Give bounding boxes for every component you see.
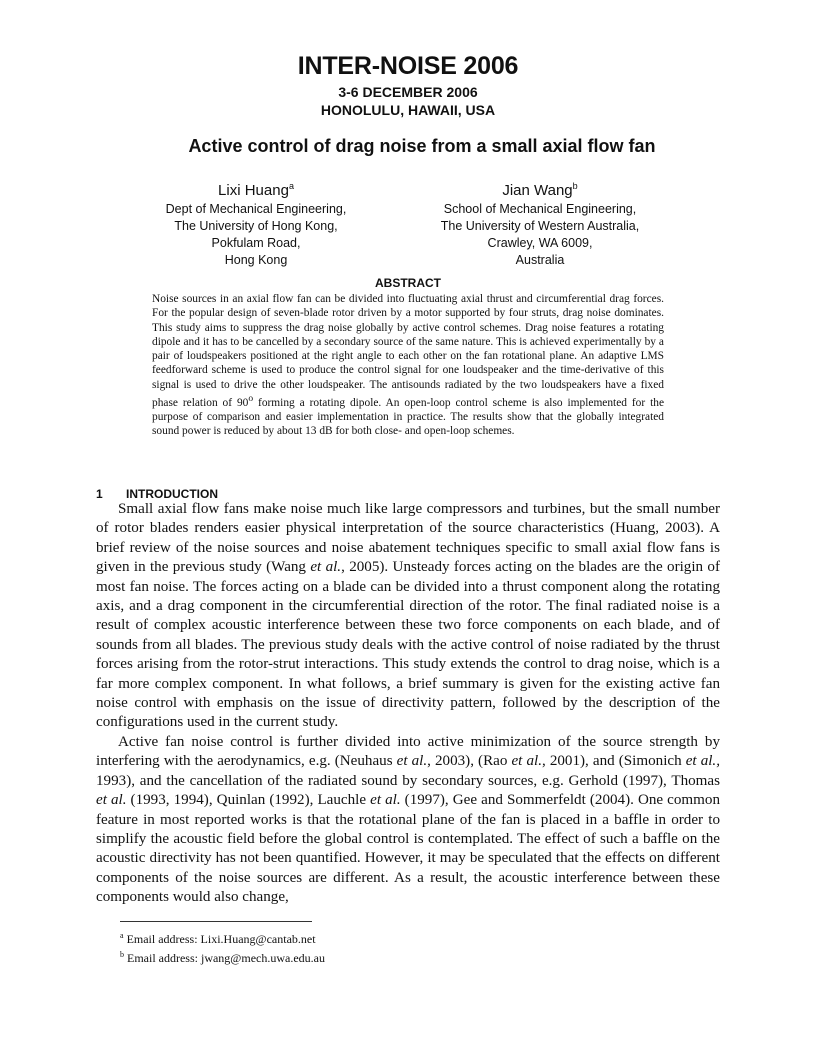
footnote-rule — [120, 921, 312, 922]
affiliation-line: Australia — [515, 253, 565, 267]
conference-date: 3-6 DECEMBER 2006 — [338, 84, 478, 100]
italic-run: et al. — [96, 792, 127, 809]
affiliation-line: Crawley, WA 6009, — [487, 236, 593, 250]
footnotes — [120, 928, 620, 966]
section-title: INTRODUCTION — [126, 487, 218, 501]
text-run: Active fan noise control is further divided into active minimization of the source strength by interfering with the aerodynamics, e.g. (Neuhaus — [96, 733, 720, 770]
author-marker: b — [572, 181, 578, 191]
author-name: Lixi Huang$^a$ — [218, 181, 294, 199]
author-block-2 — [410, 176, 670, 269]
text-run: , 2001), and (Simonich — [541, 753, 686, 770]
text-run: (1993, 1994), Quinlan (1992), Lauchle — [126, 792, 371, 809]
footnote: $^a$ Email address: Lixi.Huang@cantab.net — [120, 931, 316, 946]
author-marker: a — [288, 181, 294, 191]
abstract-text: Noise sources in an axial flow fan can be divided into fluctuating axial thrust and circumferential drag forces. For the popular design of seven-blade rotor driven by a motor supported by four struts, drag noise dominates. This study aims to suppress the drag noise globally by active control schemes. Drag noise features a rotating dipole and it has to be cancelled by a secondary source of the same nature. This is achieved experimentally by a pair of loudspeakers positioned at the right angle to each other on the fan rotational plane. An adaptive LMS feedforward scheme is used to produce the control signal for one loudspeaker and the time-derivative of this signal is used to drive the other loudspeaker. The antisounds radiated by the two loudspeakers have a fixed phase relation of 90$^o$ forming a rotating dipole. An open-loop control scheme is also implemented for the purpose of comparison and easier implementation in practice. The results show that the globally integrated sound power is reduced by about 13 dB for both close- and open-loop schemes. — [152, 293, 664, 438]
section-number: 1 — [96, 487, 103, 501]
footnote: $^b$ Email address: jwang@mech.uwa.edu.au — [120, 950, 325, 965]
conference-name: INTER-NOISE 2006 — [297, 52, 519, 80]
author-block-1 — [126, 176, 386, 269]
affiliation-line: Pokfulam Road, — [211, 236, 301, 250]
italic-run: et al. — [370, 792, 401, 809]
text-run: , 2005). Unsteady forces acting on the blades are the origin of most fan noise. The forces acting on a blade can be divided into a thrust component along the rotating axis, and a drag component in the circumferential direction of the rotor. The final radiated noise is a result of complex acoustic interference between these two force components on each blade, and of sounds from all blades. The previous study deals with the active control of noise radiated by the thrust forces arising from the rotor-strut interactions. This study extends the control to drag noise, which is a far more complex component. In what follows, a brief summary is given for the existing active fan noise control with emphasis on the issue of directivity pattern, followed by the description of the configurations used in the current study. — [96, 559, 720, 731]
paragraph — [96, 500, 720, 733]
italic-run: et al. — [310, 559, 342, 576]
conference-location: HONOLULU, HAWAII, USA — [320, 102, 496, 118]
affiliation-line: The University of Hong Kong, — [174, 219, 338, 233]
affiliation-line: School of Mechanical Engineering, — [443, 202, 637, 216]
italic-run: et al. — [396, 753, 428, 770]
author-name: Jian Wang$^b$ — [502, 181, 578, 199]
affiliation-line: The University of Western Australia, — [440, 219, 640, 233]
affiliation-line: Dept of Mechanical Engineering, — [165, 202, 347, 216]
abstract-heading: ABSTRACT — [375, 276, 441, 290]
affiliation-line: Hong Kong — [224, 253, 288, 267]
text-run: (1997), Gee and Sommerfeldt (2004). One common feature in most reported works is that the rotational plane of the fan is placed in a baffle in order to simplify the acoustic field before the global control is contemplated. The effect of such a baffle on the acoustic directivity has not been quantified. However, it may be speculated that the effects on different components of the noise sources are different. As a result, the acoustic interference between these components would also change, — [96, 792, 720, 906]
body-text — [96, 500, 720, 908]
paragraph — [96, 733, 720, 908]
italic-run: et al. — [511, 753, 542, 770]
section-heading — [96, 487, 218, 501]
paper-title: Active control of drag noise from a small axial flow fan — [188, 136, 656, 156]
text-run: 1993), and the cancellation of the radiated sound by secondary sources, e.g. Gerhold (1997), Thomas — [96, 772, 720, 789]
text-run: Small axial flow fans make noise much like large compressors and turbines, but the small number of rotor blades renders easier physical interpretation of the source characteristics (Huang, 2003). A brief review of the noise sources and noise abatement techniques specific to small axial flow fans is given in the previous study (Wang — [96, 501, 720, 576]
text-run: , 2003), (Rao — [427, 753, 512, 770]
italic-run: et al., — [685, 753, 720, 770]
